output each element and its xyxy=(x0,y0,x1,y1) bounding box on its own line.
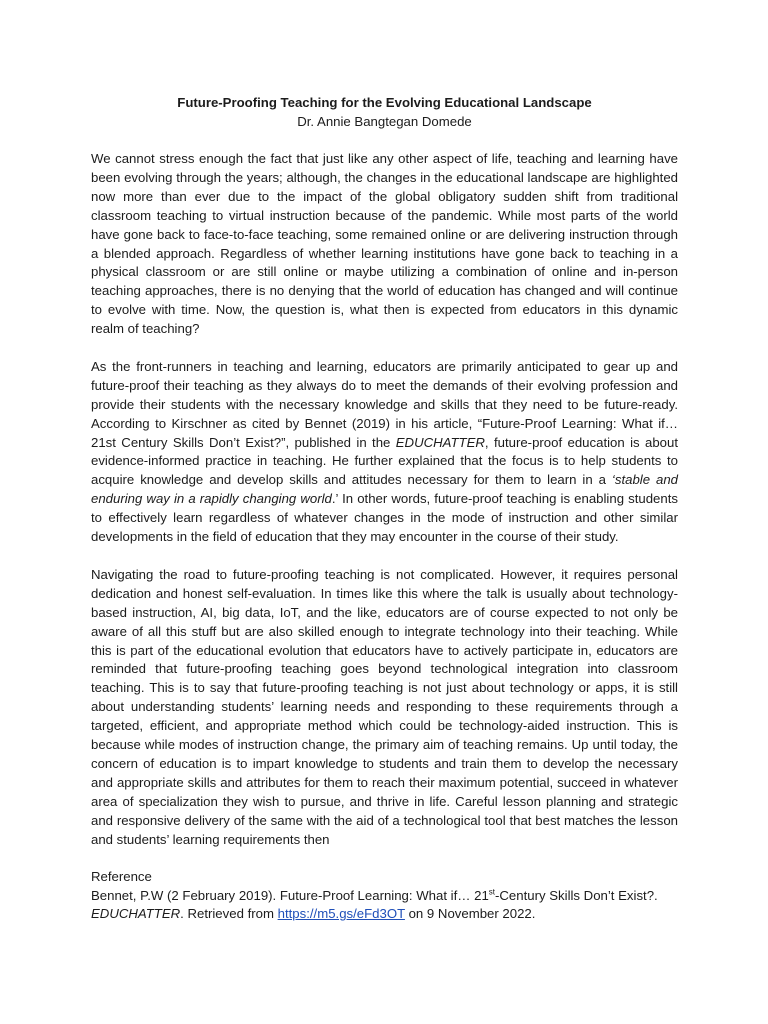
document-page xyxy=(91,93,678,924)
paragraph-3: Navigating the road to future-proofing teaching is not complicated. However, it requires personal dedication and honest self-evaluation. In times like this where the talk is usually about technology-based instruction, AI, big data, IoT, and the like, educators are of course expected to not only be aware of all this stuff but are also skilled enough to integrate technology into their teaching. While this is part of the educational evolution that educators have to actively participate in, educators are reminded that future-proofing teaching goes beyond technological integration into classroom teaching. This is to say that future-proofing teaching is not just about technology or apps, it is still about understanding students’ learning needs and responding to these requirements through a targeted, efficient, and appropriate method which could be technology-aided instruction. This is because while modes of instruction change, the primary aim of teaching remains. Up until today, the concern of education is to impart knowledge to students and train them to develop the necessary and appropriate skills and attributes for them to reach their maximum potential, succeed in whatever area of specialization they wish to pursue, and thrive in life. Careful lesson planning and strategic and responsive delivery of the same with the aid of a technological tool that best matches the lesson and students’ learning requirements then xyxy=(91,566,678,847)
paragraph-1: We cannot stress enough the fact that just like any other aspect of life, teaching and learning have been evolving through the years; although, the changes in the educational landscape are highlighted now more than ever due to the impact of the global obligatory sudden shift from traditional classroom teaching to virtual instruction because of the pandemic. While most parts of the world have gone back to face-to-face teaching, some remained online or are delivering instruction through a blended approach. Regardless of whether learning institutions have gone back to teaching in a physical classroom or are still online or maybe utilizing a combination of online and in-person teaching approaches, there is no denying that the world of education has changed and will continue to evolve with time. Now, the question is, what then is expected from educators in this dynamic realm of teaching? xyxy=(91,151,678,337)
reference-link[interactable]: https://m5.gs/eFd3OT xyxy=(277,906,405,922)
paragraph-2-text-c: .’ In other words, future-proof teaching is enabling students to effectively learn regardless of whatever changes in the mode of instruction and other similar developments in the field of education that they may encounter in the course of their study. xyxy=(91,491,678,545)
reference-text-b: -Century Skills Don’t Exist?. xyxy=(495,887,658,903)
reference-section xyxy=(91,868,678,924)
paragraph-2-text-b: , future-proof education is about evidence-informed practice in teaching. He further explained that the focus is to help students to acquire knowledge and develop skills and attitudes necessary for them to learn in a xyxy=(91,434,678,488)
paragraph-2-publication: EDUCHATTER xyxy=(395,434,485,450)
paragraph-2-quote: ‘stable and enduring way in a rapidly changing world xyxy=(91,472,678,507)
document-title: Future-Proofing Teaching for the Evolving Educational Landscape xyxy=(177,95,592,110)
paragraph-2 xyxy=(91,358,678,547)
reference-text-a: Bennet, P.W (2 February 2019). Future-Proof Learning: What if… 21 xyxy=(91,887,489,903)
reference-date: on 9 November 2022. xyxy=(404,906,536,922)
reference-superscript: st xyxy=(488,887,496,897)
reference-retrieved-text: . Retrieved from xyxy=(180,906,278,922)
document-author: Dr. Annie Bangtegan Domede xyxy=(297,114,472,129)
reference-entry-line-1 xyxy=(91,887,678,906)
paragraph-2-text-a: As the front-runners in teaching and learning, educators are primarily anticipated to gear up and future-proof their teaching as they always do to meet the demands of their evolving profession and provide their students with the necessary knowledge and skills that they need to be future-ready. According to Kirschner as cited by Bennet (2019) in his article, “Future-Proof Learning: What if… 21st Century Skills Don’t Exist?”, published in the xyxy=(91,358,678,450)
reference-entry-line-2 xyxy=(91,905,678,924)
reference-heading: Reference xyxy=(91,869,152,885)
reference-source: EDUCHATTER xyxy=(91,906,181,922)
